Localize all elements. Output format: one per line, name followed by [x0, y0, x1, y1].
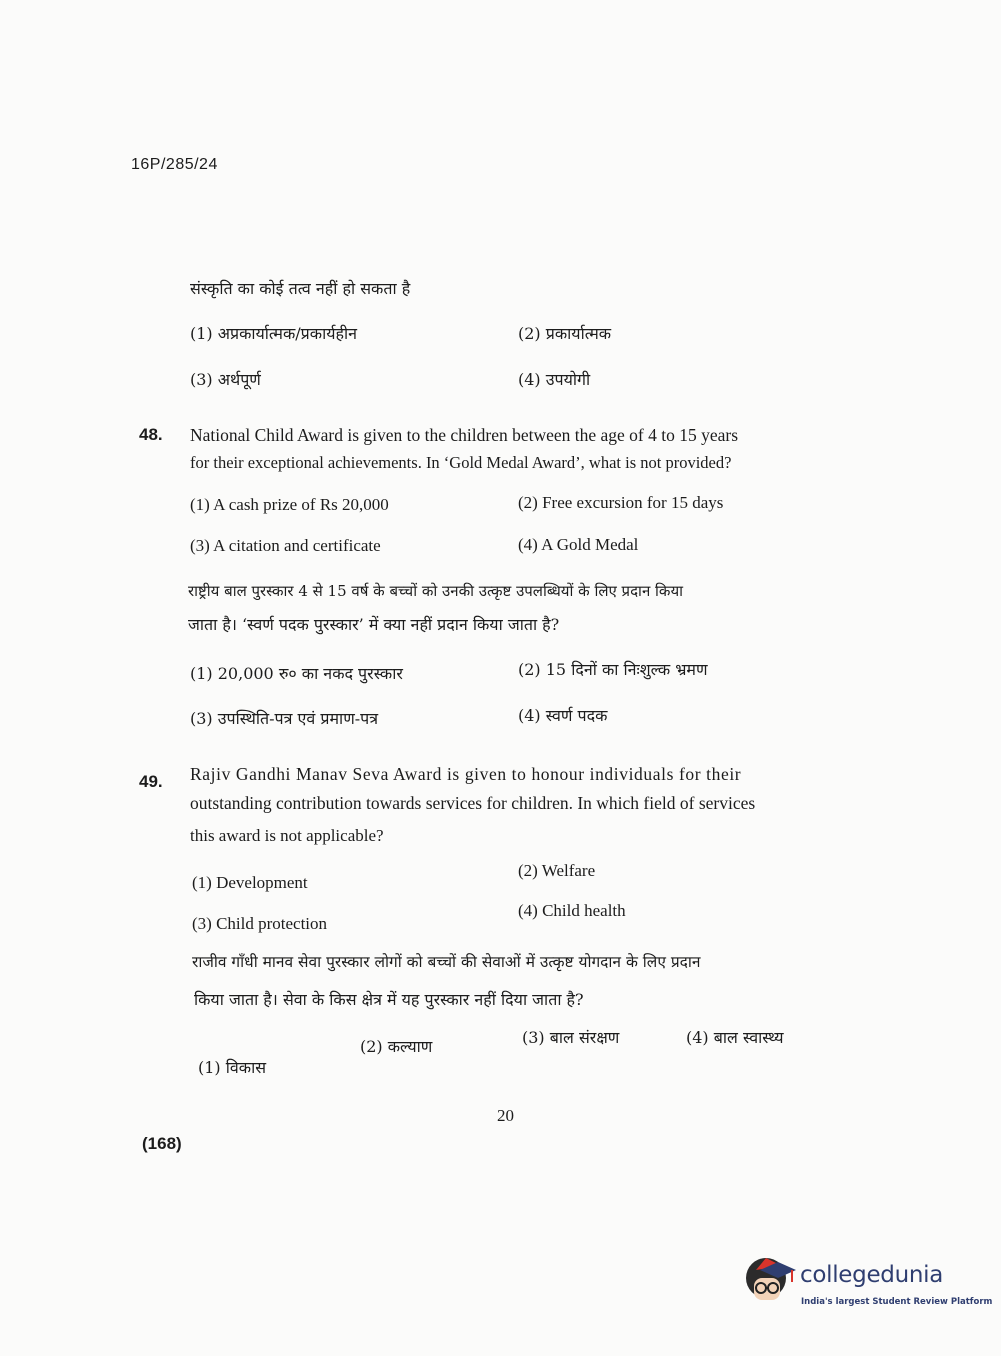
q47-option-1: (1) अप्रकार्यात्मक/प्रकार्यहीन [190, 324, 358, 343]
q47-text: संस्कृति का कोई तत्व नहीं हो सकता है [190, 279, 411, 298]
q49-hindi-option-3: (3) बाल संरक्षण [522, 1028, 620, 1047]
sheet-number: (168) [142, 1134, 182, 1153]
q48-number: 48. [139, 425, 163, 444]
q48-option-2: (2) Free excursion for 15 days [518, 493, 724, 512]
mascot-icon [742, 1248, 802, 1312]
q48-hindi-option-4: (4) स्वर्ण पदक [518, 706, 608, 725]
q49-hindi-option-2: (2) कल्याण [360, 1037, 433, 1056]
q47-option-4: (4) उपयोगी [518, 370, 591, 389]
q48-hindi-option-2: (2) 15 दिनों का निःशुल्क भ्रमण [518, 660, 708, 679]
q49-option-4: (4) Child health [518, 901, 626, 920]
q49-option-3: (3) Child protection [192, 914, 328, 933]
q48-hindi-option-3: (3) उपस्थिति-पत्र एवं प्रमाण-पत्र [190, 709, 379, 728]
page-number: 20 [497, 1106, 514, 1125]
q49-hindi-option-4: (4) बाल स्वास्थ्य [686, 1028, 784, 1047]
q49-option-2: (2) Welfare [518, 861, 596, 880]
q48-option-1: (1) A cash prize of Rs 20,000 [190, 495, 389, 514]
brand-tagline: India's largest Student Review Platform [801, 1297, 993, 1307]
q48-hindi-option-1: (1) 20,000 रु० का नकद पुरस्कार [190, 664, 403, 683]
q48-text-line-2: for their exceptional achievements. In ‘Gold Medal Award’, what is not provided? [190, 453, 732, 472]
q49-hindi-line-1: राजीव गाँधी मानव सेवा पुरस्कार लोगों को बच्चों की सेवाओं में उत्कृष्ट योगदान के लिए प्रदान [192, 953, 701, 971]
q49-text-line-2: outstanding contribution towards services for children. In which field of services [190, 793, 756, 813]
q48-hindi-line-1: राष्ट्रीय बाल पुरस्कार 4 से 15 वर्ष के बच्चों को उनकी उत्कृष्ट उपलब्धियों के लिए प्रदान किया [188, 582, 684, 600]
q48-text-line-1: National Child Award is given to the children between the age of 4 to 15 years [190, 425, 739, 445]
q49-hindi-option-1: (1) विकास [198, 1058, 267, 1077]
q49-text-line-1: Rajiv Gandhi Manav Seva Award is given to honour individuals for their [190, 764, 742, 784]
paper-code: 16P/285/24 [131, 156, 218, 173]
q48-option-4: (4) A Gold Medal [518, 535, 639, 554]
brand-name: collegedunia [800, 1262, 944, 1288]
q48-option-3: (3) A citation and certificate [190, 536, 381, 555]
q49-hindi-line-2: किया जाता है। सेवा के किस क्षेत्र में यह पुरस्कार नहीं दिया जाता है? [194, 990, 584, 1009]
q48-hindi-line-2: जाता है। ‘स्वर्ण पदक पुरस्कार’ में क्या नहीं प्रदान किया जाता है? [188, 615, 560, 634]
q47-option-2: (2) प्रकार्यात्मक [518, 324, 612, 343]
q49-number: 49. [139, 772, 163, 791]
q49-option-1: (1) Development [192, 873, 308, 892]
q49-text-line-3: this award is not applicable? [190, 826, 384, 845]
q47-option-3: (3) अर्थपूर्ण [190, 370, 261, 389]
